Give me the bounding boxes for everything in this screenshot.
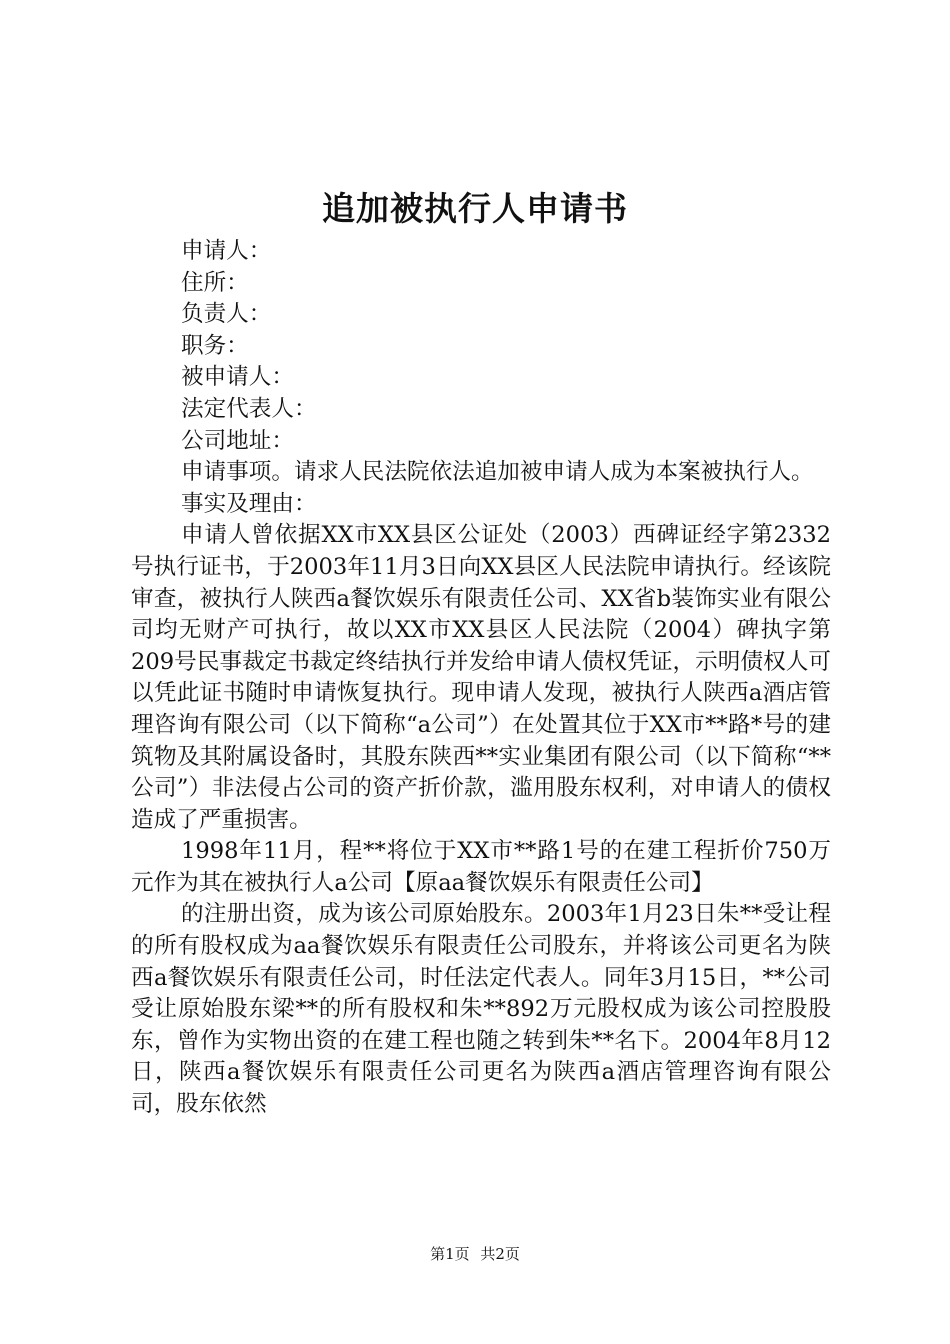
legal-representative-field: 法定代表人： — [181, 395, 317, 422]
applicant-field: 申请人： — [181, 238, 272, 264]
person-in-charge-field: 负责人： — [181, 301, 272, 328]
document-body — [131, 236, 831, 1121]
page-number-total: 共2页 — [480, 1245, 520, 1263]
residence-field: 住所： — [181, 269, 249, 296]
page-number-current: 第1页 — [430, 1245, 470, 1263]
facts-paragraph-3: 的注册出资，成为该公司原始股东。2003年1月23日朱**受让程的所有股权成为aa餐饮娱乐有限责任公司股东，并将该公司更名为陕西a餐饮娱乐有限责任公司，时任法定代表人。同年3月15日，**公司受让原始股东梁**的所有股权和朱**892万元股权成为该公司控股股东，曾作为实物出资的在建工程也随之转到朱**名下。2004年8月12日，陕西a餐饮娱乐有限责任公司更名为陕西a酒店管理咨询有限公司，股东依然 — [131, 901, 831, 1118]
document-title: 追加被执行人申请书 — [322, 189, 628, 228]
respondent-field: 被申请人： — [181, 364, 294, 391]
facts-heading: 事实及理由： — [181, 490, 317, 517]
position-field: 职务： — [181, 332, 249, 359]
facts-paragraph-1: 申请人曾依据XX市XX县区公证处（2003）西碑证经字第2332号执行证书，于2003年11月3日向XX县区人民法院申请执行。经该院审查，被执行人陕西a餐饮娱乐有限责任公司、XX省b装饰实业有限公司均无财产可执行，故以XX市XX县区人民法院（2004）碑执字第209号民事裁定书裁定终结执行并发给申请人债权凭证，示明债权人可以凭此证书随时申请恢复执行。现申请人发现，被执行人陕西a酒店管理咨询有限公司（以下简称“a公司”）在处置其位于XX市**路*号的建筑物及其附属设备时，其股东陕西**实业集团有限公司（以下简称“**公司”）非法侵占公司的资产折价款，滥用股东权利，对申请人的债权造成了严重损害。 — [131, 522, 831, 833]
page-footer — [0, 1242, 950, 1266]
facts-paragraph-2: 1998年11月，程**将位于XX市**路1号的在建工程折价750万元作为其在被执行人a公司【原aa餐饮娱乐有限责任公司】 — [131, 838, 831, 896]
request-paragraph: 申请事项。请求人民法院依法追加被申请人成为本案被执行人。 — [181, 459, 814, 486]
company-address-field: 公司地址： — [181, 427, 294, 454]
